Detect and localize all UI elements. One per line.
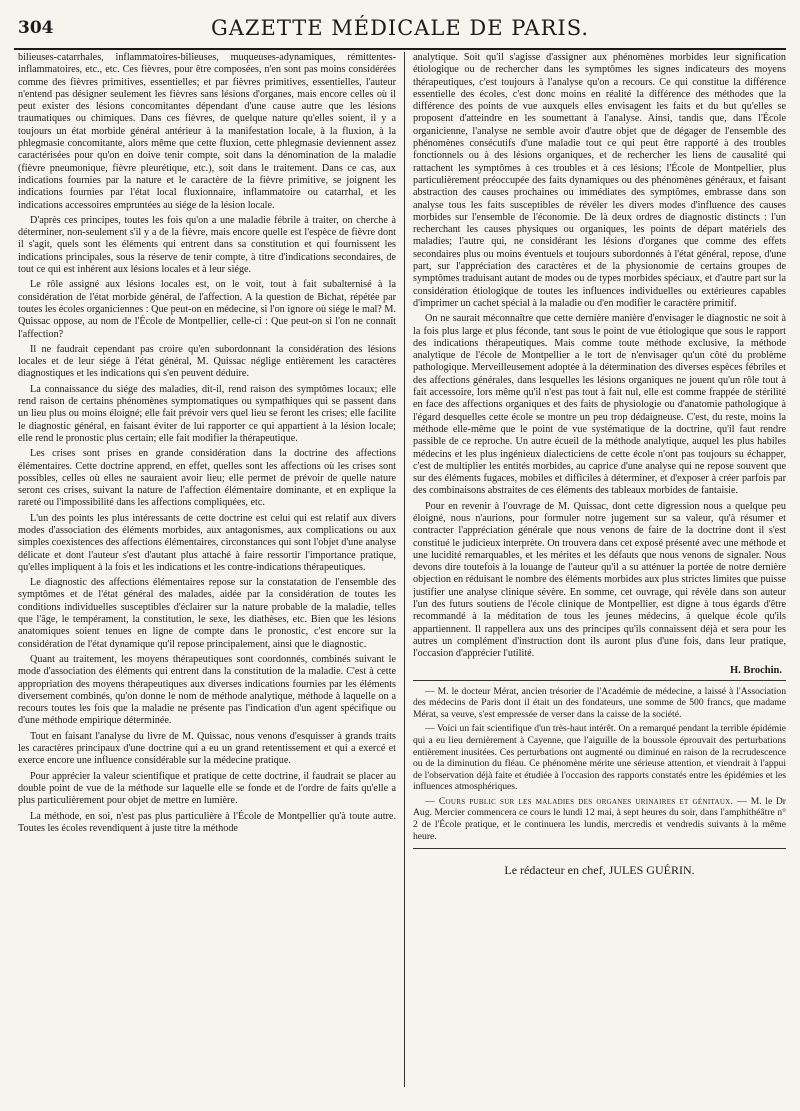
paragraph: La connaissance du siége des maladies, dit-il, rend raison des symptômes locaux; elle rend raison de certains phénomènes symptomatiques ou sympathiques qui se passent dans un lieu plus ou moins éloigné; elle fait prévoir vers quel lieu se feront les crises; elle facilite le diagnostic général, en faisant éviter de lui rapporter ce qui appartient à la lésion locale; elle rend le pronostic plus certain; elle fait modifier la thérapeutique. xyxy=(18,383,396,444)
left-column xyxy=(18,52,396,1107)
paragraph: D'après ces principes, toutes les fois qu'on a une maladie fébrile à traiter, on cherche à déterminer, non-seulement s'il y a de la fièvre, mais encore quelle est l'espèce de fièvre dont il s'agit, quels sont les éléments qui entrent dans sa constitution et qui fournissent les indications principales, sous la réserve de tenir compte, à titre d'indications secondaires, de tout ce qui est inhérent aux lésions locales et à leur siége. xyxy=(18,214,396,276)
paragraph: analytique. Soit qu'il s'agisse d'assigner aux phénomènes morbides leur signification étiologique ou de rechercher dans les symptômes les signes indicateurs des moyens thérapeutiques, c'est toujours à l'analyse qu'on a recours. Ce qui constitue la différence essentielle des écoles, c'est donc moins en réalité la différence des méthodes que la différence des points de vue auxquels elles envisagent les faits et du but qu'elles se proposent d'atteindre en les soumettant à l'analyse. Ainsi, tandis que, dans l'École organicienne, l'analyse ne semble avoir d'autre objet que de dégager de l'ensemble des phénomènes consécutifs d'une maladie tout ce qui peut être rapporté à des troubles fonctionnels ou à des lésions organiques, et de rechercher les liens de causalité qui rattachent les symptômes à ces troubles et à ces lésions; l'École de Montpellier, plus particulièrement préoccupée des faits dynamiques ou des phénomènes généraux, et faisant abstraction des causes prochaines ou immédiates des symptômes, embrasse dans son analyse tous les faits susceptibles de révéler les divers modes d'influence des causes morbides sur l'ensemble de l'économie. De là deux ordres de diagnostic distincts : l'un recherchant les causes physiques ou organiques, les points de départ matériels des maladies; l'autre qui, ne considérant les lésions d'organes que comme des effets secondaires plus ou moins éventuels et toujours subordonnés à l'état général, repose, d'une part, sur l'appréciation des caractères et de la physionomie de certains groupes de symptômes traduisant autant de modes ou de types morbides spéciaux, et d'autre part sur la considération étiologique de toutes les influences individuelles ou extérieures capables d'imprimer un cachet spécial à la maladie ou d'en modifier le caractère primitif. xyxy=(413,52,786,309)
paragraph: bilieuses-catarrhales, inflammatoires-bilieuses, muqueuses-adynamiques, rémittentes-inflammatoires, etc., etc. Ces fièvres, pour être composées, n'en sont pas moins considérées comme des fièvres primitives, essentielles; et par fièvres primitives, essentielles, l'auteur n'entend pas désigner seulement les fièvres sans lésions d'organes, mais encore celles où il peut exister des lésions concomitantes dépendant d'une cause autre que les lésions traumatiques ou chimiques. Dans ces fièvres, de quelque nature qu'elles soient, il y a toujours un état morbide général antérieur à la manifestation locale, à la fluxion, à la phlegmasie concomitante, alors même que cette fluxion, cette phlegmasie deviennent assez caractérisées pour qu'on en doive tenir compte, soit dans la dénomination de la maladie (fièvre pneumonique, fièvre pleurétique, etc.), soit dans le traitement. Dans ce cas, aux indications fournies par la nature et le caractère de la fièvre primitive, se joignent les indications fournies par l'état local fluxionnaire, inflammatoire ou catarrhal, et les indications accessoires empruntées au siége de la lésion locale. xyxy=(18,52,396,211)
editor-footer: Le rédacteur en chef, JULES GUÉRIN. xyxy=(504,863,695,878)
paragraph: Le diagnostic des affections élémentaires repose sur la constatation de l'ensemble des symptômes et de l'état général des malades, aidée par la considération de toutes les conditions individuelles susceptibles d'éclairer sur la nature probable de la maladie, telles que l'âge, le tempérament, la constitution, le sexe, les diathèses, etc. Bien que les lésions anatomiques soient tenues en ligne de compte dans le pronostic, c'est encore sur la considération de l'état dynamique qu'il repose principalement, ainsi que le diagnostic. xyxy=(18,577,396,650)
page-number: 304 xyxy=(18,18,54,38)
page-header xyxy=(14,12,786,50)
right-column xyxy=(413,52,786,1107)
paragraph: Il ne faudrait cependant pas croire qu'en subordonnant la considération des lésions locales et de leur siége à l'état général, M. Quissac néglige entièrement les caractères diagnostiques et les indications qui s'en peuvent déduire. xyxy=(18,343,396,380)
news-item: — Voici un fait scientifique d'un très-haut intérêt. On a remarqué pendant la terrible épidémie qui a eu lieu dernièrement à Cayenne, que l'aiguille de la boussole éprouvait des perturbations entièrement inusitées. Ces perturbations ont augmenté ou diminué en raison de la recrudescence ou de la diminution du fléau. Ce phénomène mérite une sérieuse attention, et viendrait à l'appui de l'observation déjà faite et étudiée à l'occasion des rapports constatés entre les épidémies et les influences atmosphériques. xyxy=(413,723,786,793)
journal-title: GAZETTE MÉDICALE DE PARIS. xyxy=(210,16,590,40)
footer-rule xyxy=(413,848,786,849)
news-item: — M. le docteur Mérat, ancien trésorier de l'Académie de médecine, a laissé à l'Association des médecins de Paris dont il était un des fondateurs, une somme de 500 francs, que madame Mérat, sa veuve, s'est empressée de verser dans la caisse de la société. xyxy=(413,685,786,720)
paragraph: Tout en faisant l'analyse du livre de M. Quissac, nous venons d'esquisser à grands traits les caractères principaux d'une doctrine qui a eu un grand retentissement et qui a exercé et exerce encore une influence considérable sur la médecine pratique. xyxy=(18,730,396,767)
paragraph: Pour en revenir à l'ouvrage de M. Quissac, dont cette digression nous a quelque peu éloigné, nous n'aurions, pour formuler notre jugement sur sa valeur, qu'à résumer et contracter l'appréciation générale que nous venons de faire de la doctrine dont il s'est constitué le judicieux interprète. On trouvera dans cet exposé présenté avec une méthode et une lucidité remarquables, et les mérites et les défauts que nous venons de signaler. Nous devons dire toutefois à la louange de l'auteur qu'il a su atténuer la portée de notre dernière objection en réduisant le nombre des éléments morbides aux plus strictes limites que puisse justifier une analyse clinique sévère. En somme, cet ouvrage, qui révèle dans son auteur l'un des futurs soutiens de l'école clinique de Montpellier, est digne à tous égards d'être recommandé à la méditation de tous les jeunes médecins, à quelque école qu'ils appartiennent. Il rappellera aux uns des principes qu'ils connaissent déjà et sera pour les autres un complément d'instruction dont ils auront plus d'une fois, dans leur pratique, l'occasion d'apprécier l'utilité. xyxy=(413,500,786,660)
paragraph: Le rôle assigné aux lésions locales est, on le voit, tout à fait subalternisé à la considération de l'état morbide général, de l'affection. A la question de Bichat, répétée par toutes les écoles organiciennes : Que peut-on en médecine, si l'on ignore où siége le mal? M. Quissac oppose, au nom de l'École de Montpellier, celle-ci : Que peut-on si l'on ne connaît l'affection? xyxy=(18,279,396,340)
course-notice xyxy=(413,796,786,842)
course-notice-heading: — Cours public sur les maladies des organes urinaires et génitaux. — xyxy=(425,795,748,807)
paragraph: Quant au traitement, les moyens thérapeutiques sont coordonnés, combinés suivant le mode d'association des éléments qui entrent dans la constitution de la maladie. C'est à cette appropriation des moyens thérapeutiques aux diverses indications fournies par les éléments diversement combinés, qu'on donne le nom de méthode analytique, méthode à laquelle on a recours toutes les fois que la maladie ne présente pas l'indication d'un agent spécifique ou d'une méthode empirique déterminée. xyxy=(18,653,396,727)
author-signature: H. Brochin. xyxy=(729,664,782,676)
paragraph: On ne saurait méconnaître que cette dernière manière d'envisager le diagnostic ne soit à la fois plus large et plus féconde, tant sous le point de vue étiologique que sous le rapport des indications thérapeutiques. Mais comme toute méthode exclusive, la méthode analytique de l'école de Montpellier a le tort de n'envisager qu'un côté du problème pathologique. Merveilleusement adoptée à la détermination des diverses espèces fébriles et des affections générales, dans lesquelles les lésions organiques ne jouent qu'un rôle tout à fait accessoire, lors même qu'il n'est pas tout à fait nul, elle est comme frappée de stérilité en face des affections organiques et des faits de physiologie ou d'anatomie pathologique à l'égard desquelles cette école se montre un peu trop dédaigneuse. C'est, du reste, moins la méthode elle-même que le point de vue systématique de la doctrine, qu'il faut rendre passible de ce reproche. Un autre écueil de la méthode analytique, auquel les plus habiles médecins et les plus ingénieux dialecticiens de cette école n'ont pas toujours su échapper, c'est de multiplier les entités morbides, au caprice d'une analyse qui ne repose souvent que sur des éléments fugaces, mobiles et difficiles à déterminer, et d'exposer à créer parfois par des combinaisons abstraites de ces éléments des tableaux morbides de fantaisie. xyxy=(413,313,786,497)
paragraph: Les crises sont prises en grande considération dans la doctrine des affections élémentaires. Cette doctrine apprend, en effet, quelles sont les affections où les crises sont possibles, celles où elles ne sauraient avoir lieu; elle permet de prévoir de quelle nature seront ces crises, suivant la nature de l'affection élémentaire dominante, et en explique la rareté ou l'impossibilité dans les affections compliquées, etc. xyxy=(18,448,396,509)
paragraph: L'un des points les plus intéressants de cette doctrine est celui qui est relatif aux divers modes d'association des éléments morbides, aux antagonismes, aux complications ou aux simples coexistences des affections élémentaires, circonstances qui sont l'objet d'une analyse délicate et dont l'auteur s'est d'autant plus attaché à faire ressortir l'importance pratique, qu'elles impliquent à la fois et les indications et les contre-indications thérapeutiques. xyxy=(18,512,396,573)
paragraph: Pour apprécier la valeur scientifique et pratique de cette doctrine, il faudrait se placer au double point de vue de la méthode sur laquelle elle se fonde et de l'ordre de faits qu'elle a plus particulièrement pour objet de mettre en lumière. xyxy=(18,770,396,807)
section-rule xyxy=(413,680,786,681)
course-notice-body: M. le Dr Aug. Mercier commencera ce cours le lundi 12 mai, à sept heures du soir, dans l'amphithéâtre n° 2 de l'École pratique, et le continuera les lundis, mercredis et vendredis suivants à la même heure. xyxy=(413,795,786,842)
article-columns xyxy=(18,52,786,1107)
paragraph: La méthode, en soi, n'est pas plus particulière à l'École de Montpellier qu'à toute autre. Toutes les écoles revendiquent à juste titre la méthode xyxy=(18,810,396,834)
column-divider xyxy=(404,52,405,1087)
news-section xyxy=(413,686,786,843)
